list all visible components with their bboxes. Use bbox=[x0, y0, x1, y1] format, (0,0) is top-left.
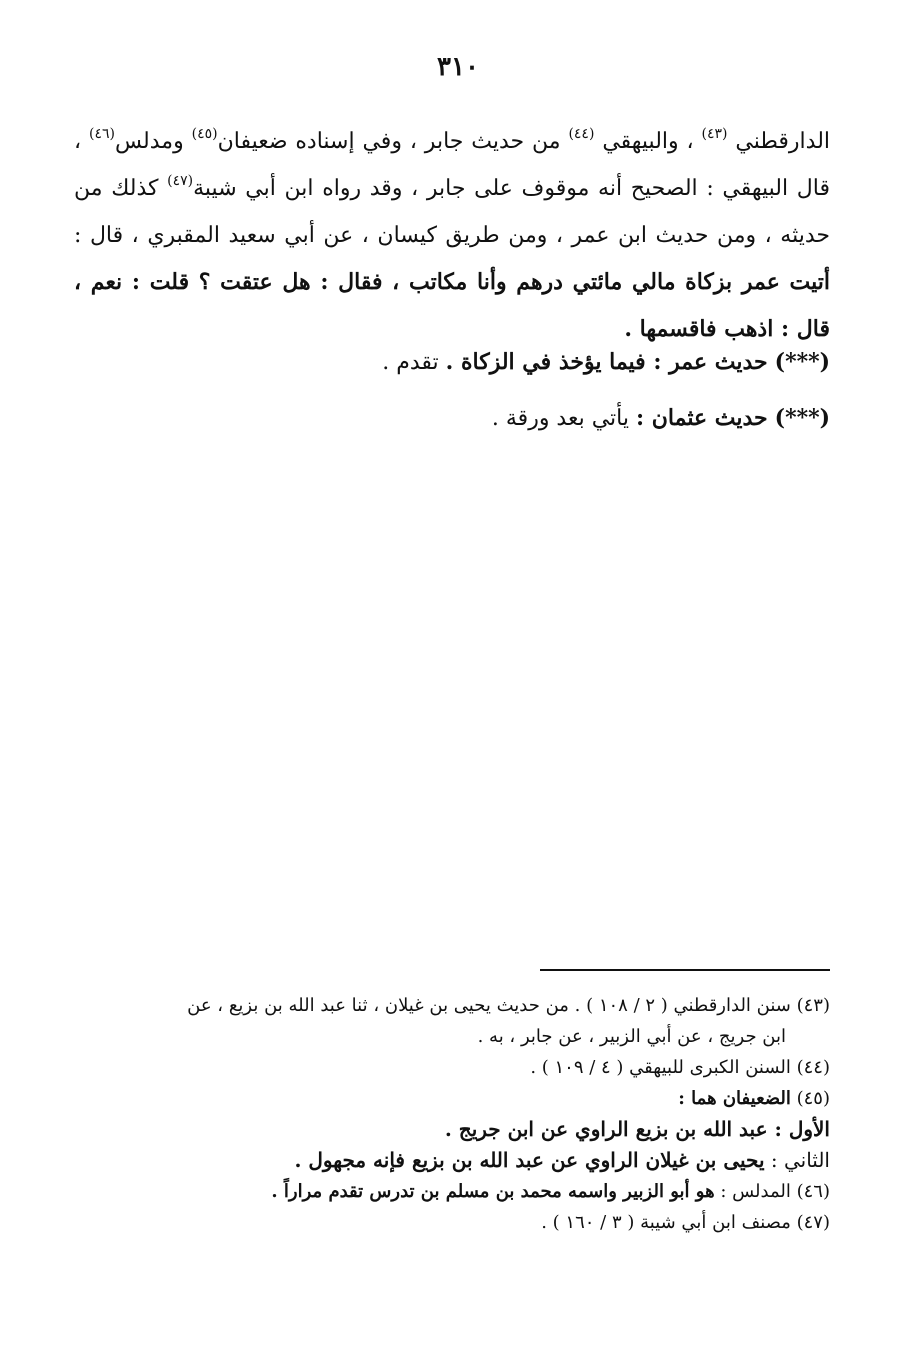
footnote-number: (٤٥) bbox=[796, 1088, 830, 1109]
footnote-46 bbox=[74, 1176, 830, 1207]
text-segment: الدارقطني bbox=[735, 129, 831, 154]
text-segment: كذلك من حديثه ، ومن حديث ابن عمر ، ومن طريق كيسان ، عن أبي سعيد المقبري ، قال : bbox=[74, 176, 830, 248]
text-segment: ومدلس bbox=[114, 129, 184, 154]
footnote-text: يحيى بن غيلان الراوي عن عبد الله بن بزيع فإنه مجهول . bbox=[294, 1148, 765, 1172]
text-segment: من حديث جابر ، وفي إسناده ضعيفان bbox=[217, 129, 561, 154]
footnote-divider bbox=[540, 969, 830, 971]
entry-hadith-uthman bbox=[200, 400, 830, 437]
text-segment: ، والبيهقي bbox=[602, 129, 694, 154]
footnote-ref-43[interactable]: (٤٣) bbox=[701, 126, 728, 142]
footnote-47 bbox=[74, 1207, 830, 1238]
text-segment: ، قال البيهقي : الصحيح أنه موقوف على جابر ، وقد رواه ابن أبي شيبة bbox=[74, 129, 830, 201]
footnote-45-first bbox=[74, 1114, 830, 1145]
footnote-title: الضعيفان هما : bbox=[678, 1088, 791, 1109]
footnote-45 bbox=[74, 1083, 830, 1114]
entry-marker: (***) bbox=[774, 405, 830, 431]
footnote-number: (٤٦) المدلس : bbox=[720, 1181, 830, 1202]
footnote-43 bbox=[74, 990, 830, 1052]
footnote-text: (٤٤) السنن الكبرى للبيهقي ( ٤ / ١٠٩ ) . bbox=[530, 1057, 830, 1078]
entry-hadith-umar bbox=[200, 344, 830, 381]
footnote-ref-46[interactable]: (٤٦) bbox=[89, 126, 115, 142]
footnote-ref-45[interactable]: (٤٥) bbox=[191, 126, 218, 142]
footnote-44 bbox=[74, 1052, 830, 1083]
footnote-text: هو أبو الزبير واسمه محمد بن مسلم بن تدرس تقدم مراراً . bbox=[271, 1181, 715, 1202]
footnote-text: (٤٧) مصنف ابن أبي شيبة ( ٣ / ١٦٠ ) . bbox=[541, 1212, 830, 1233]
footnote-text: (٤٣) سنن الدارقطني ( ٢ / ١٠٨ ) . من حديث يحيى بن غيلان ، ثنا عبد الله بن بزيع ، عن bbox=[187, 995, 830, 1016]
footnote-ref-47[interactable]: (٤٧) bbox=[167, 173, 194, 189]
page-number: ٣١٠ bbox=[437, 52, 479, 82]
entry-title: حديث عمر : فيما يؤخذ في الزكاة . bbox=[445, 349, 768, 375]
main-paragraph bbox=[74, 118, 830, 353]
footnote-ref-44[interactable]: (٤٤) bbox=[568, 126, 595, 142]
entry-note: يأتي بعد ورقة . bbox=[491, 406, 629, 431]
entry-note: تقدم . bbox=[382, 350, 439, 375]
footnote-45-second bbox=[74, 1145, 830, 1176]
hadith-quote: أتيت عمر بزكاة مالي مائتي درهم وأنا مكاتب ، فقال : هل عتقت ؟ قلت : نعم ، قال : اذهب فاقسمها . bbox=[74, 269, 830, 342]
footnote-text: الأول : عبد الله بن بزيع الراوي عن ابن جريج . bbox=[444, 1117, 830, 1141]
entry-marker: (***) bbox=[774, 349, 830, 375]
footnote-text: ابن جريج ، عن أبي الزبير ، عن جابر ، به . bbox=[477, 1026, 786, 1047]
footnote-label: الثاني : bbox=[770, 1148, 830, 1172]
footnotes bbox=[74, 990, 830, 1238]
entry-title: حديث عثمان : bbox=[636, 405, 768, 431]
